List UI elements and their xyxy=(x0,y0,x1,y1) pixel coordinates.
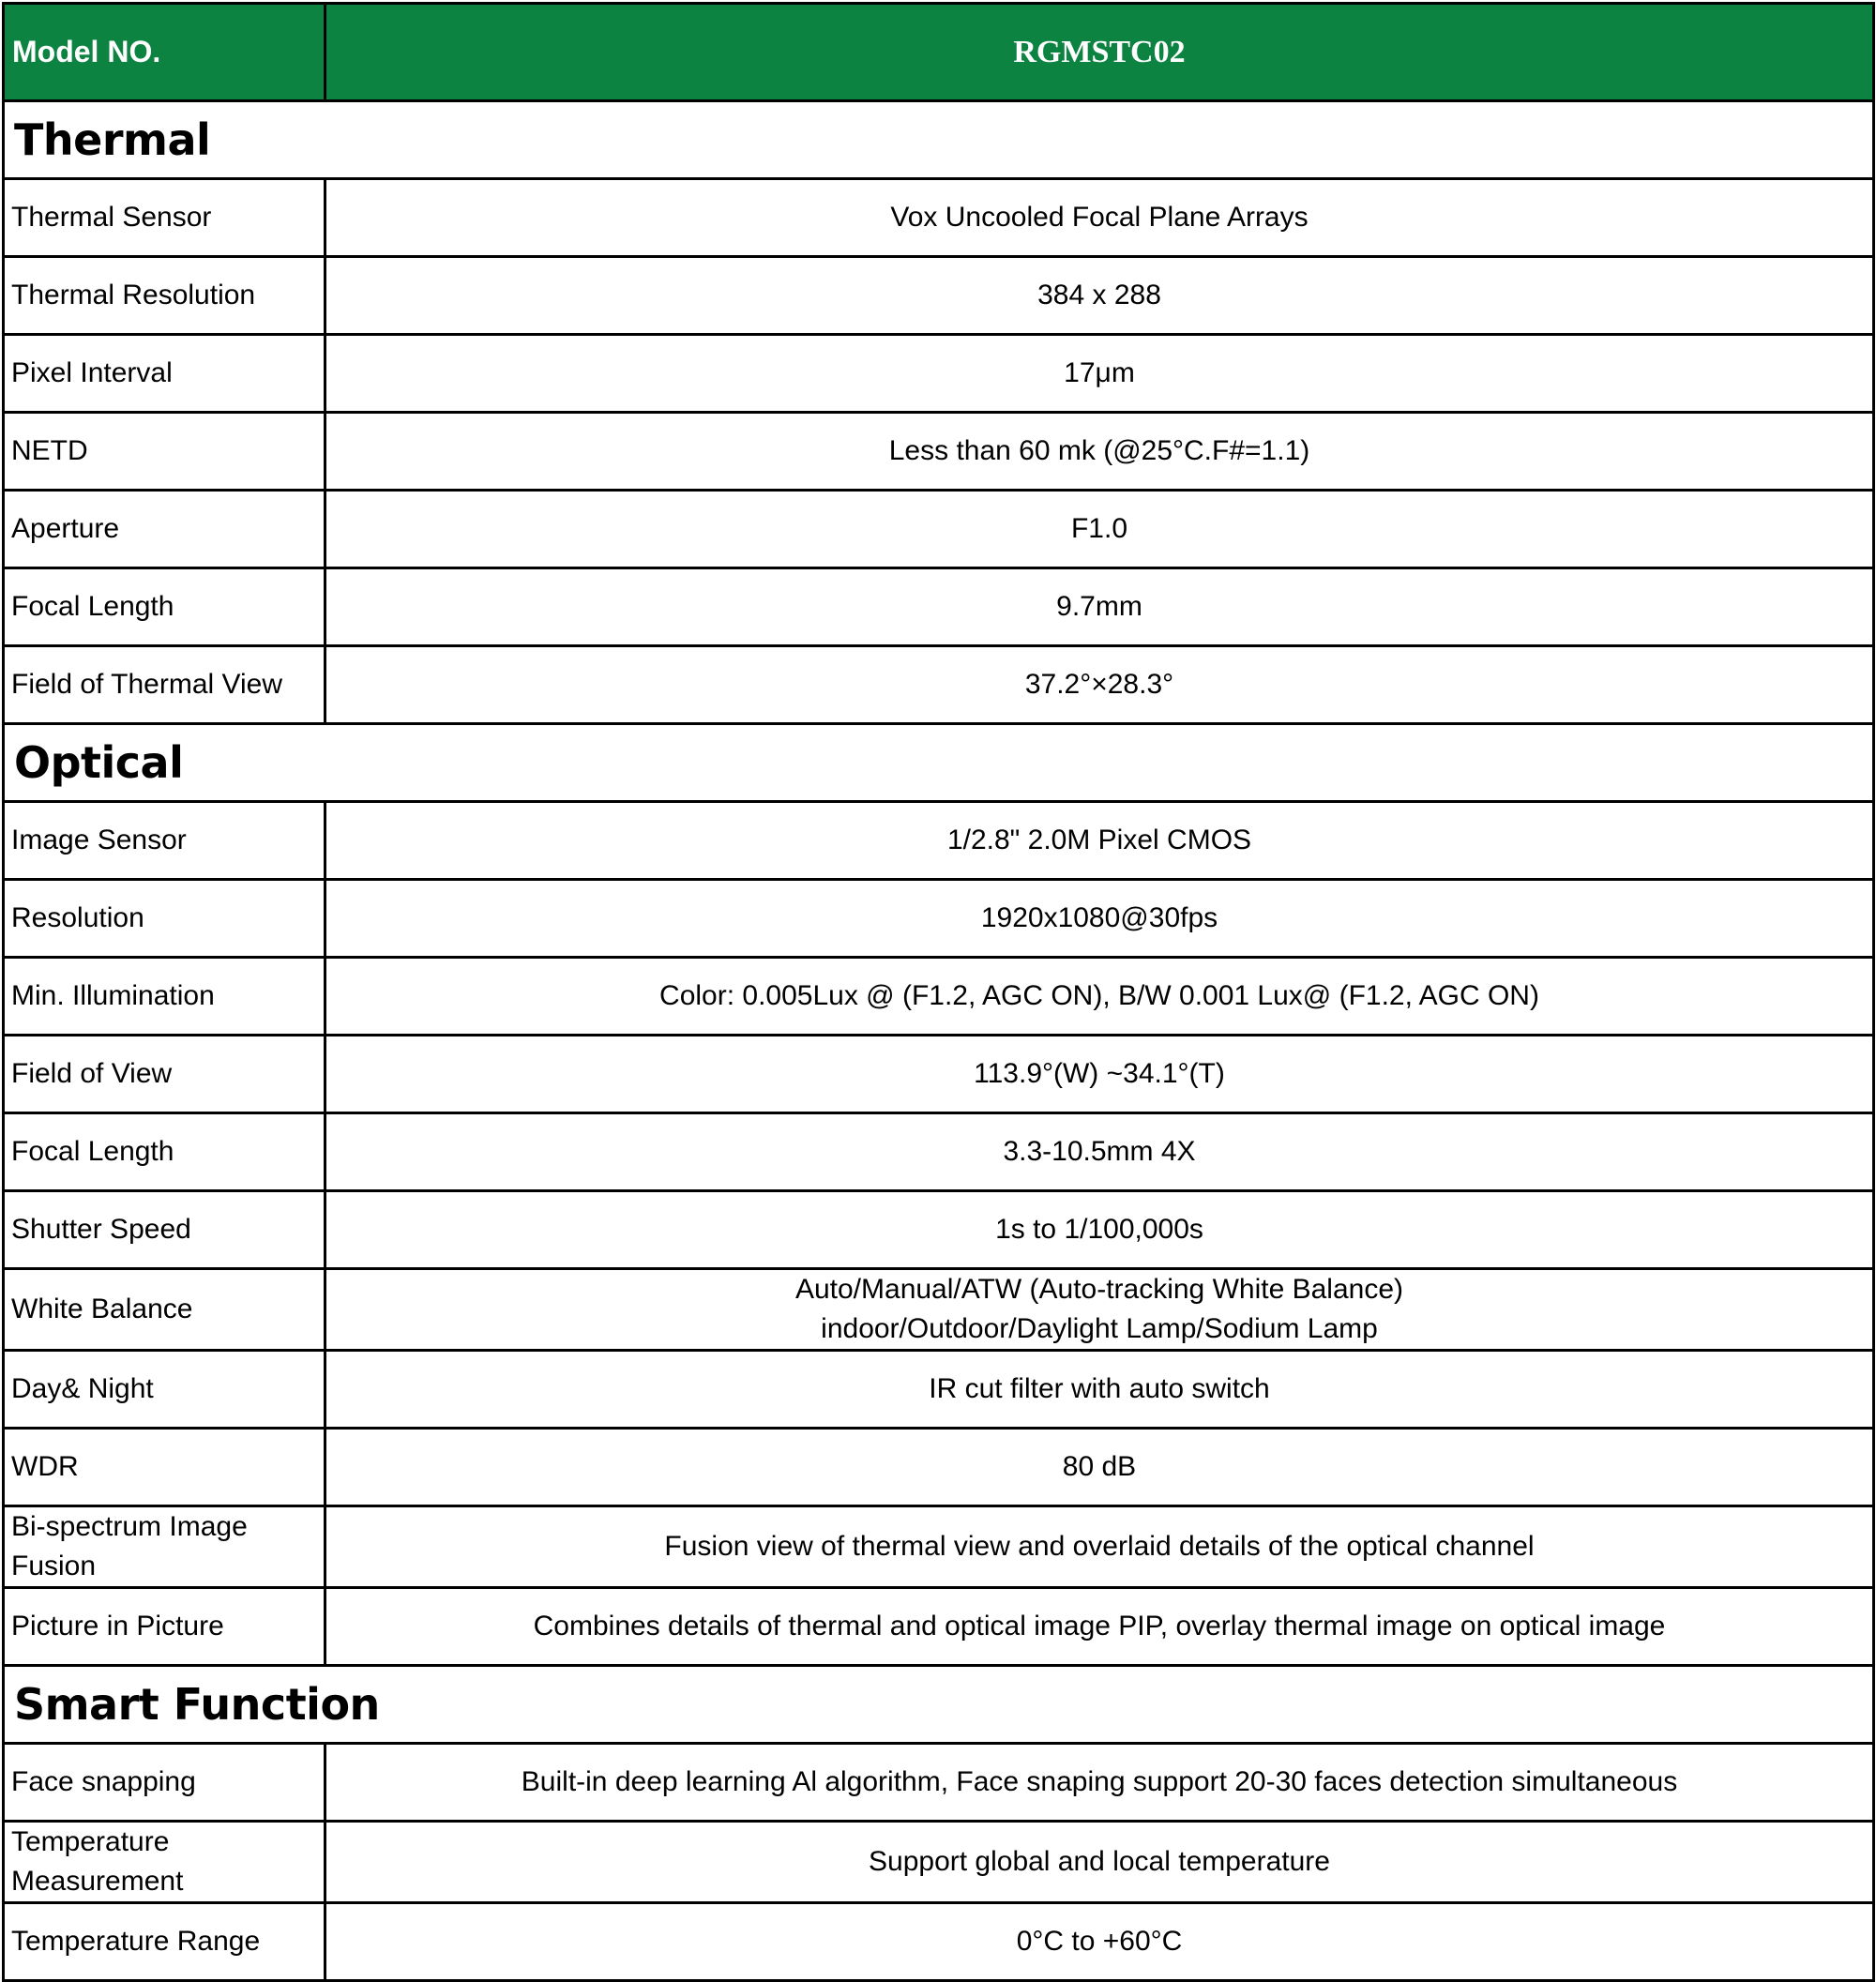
spec-label: Resolution xyxy=(4,880,325,958)
spec-value-line: IR cut filter with auto switch xyxy=(929,1373,1270,1404)
spec-value xyxy=(325,491,1874,568)
spec-value xyxy=(325,1588,1874,1666)
spec-value xyxy=(325,1191,1874,1269)
spec-value xyxy=(325,1506,1874,1588)
spec-label: NETD xyxy=(4,413,325,491)
spec-label: Picture in Picture xyxy=(4,1588,325,1666)
spec-value-line: Built-in deep learning Al algorithm, Face snaping support 20-30 faces detection simultaneous xyxy=(521,1766,1678,1797)
spec-row xyxy=(4,1351,1874,1429)
spec-value-line: indoor/Outdoor/Daylight Lamp/Sodium Lamp xyxy=(821,1313,1378,1344)
spec-label: WDR xyxy=(4,1429,325,1506)
spec-value-line: Vox Uncooled Focal Plane Arrays xyxy=(890,202,1309,233)
spec-value-line: 37.2°×28.3° xyxy=(1024,669,1174,700)
spec-row xyxy=(4,1822,1874,1903)
spec-label: Min. Illumination xyxy=(4,958,325,1036)
spec-row xyxy=(4,568,1874,646)
spec-table xyxy=(2,2,1875,1982)
spec-value xyxy=(325,179,1874,257)
spec-value-line: Auto/Manual/ATW (Auto-tracking White Balance) xyxy=(794,1274,1404,1305)
spec-row xyxy=(4,257,1874,335)
model-label: Model NO. xyxy=(4,4,325,101)
spec-table-body xyxy=(4,4,1874,1981)
spec-value-line: 1s to 1/100,000s xyxy=(995,1214,1203,1245)
spec-row xyxy=(4,958,1874,1036)
spec-row xyxy=(4,179,1874,257)
spec-value-line: Color: 0.005Lux @ (F1.2, AGC ON), B/W 0.001 Lux@ (F1.2, AGC ON) xyxy=(659,980,1539,1011)
spec-row xyxy=(4,1036,1874,1113)
spec-value-line: 3.3-10.5mm 4X xyxy=(1003,1136,1196,1167)
spec-value xyxy=(325,958,1874,1036)
spec-value-line: Support global and local temperature xyxy=(869,1846,1330,1877)
spec-row xyxy=(4,802,1874,880)
spec-label: Field of View xyxy=(4,1036,325,1113)
section-row xyxy=(4,724,1874,802)
spec-value xyxy=(325,1113,1874,1191)
spec-row xyxy=(4,413,1874,491)
spec-label: Thermal Sensor xyxy=(4,179,325,257)
model-value: RGMSTC02 xyxy=(325,4,1874,101)
spec-row xyxy=(4,491,1874,568)
spec-value xyxy=(325,1269,1874,1351)
spec-label: Focal Length xyxy=(4,1113,325,1191)
spec-label: White Balance xyxy=(4,1269,325,1351)
spec-value-line: 1920x1080@30fps xyxy=(980,902,1218,933)
spec-label: Temperature Measurement xyxy=(4,1822,325,1903)
spec-row xyxy=(4,646,1874,724)
section-row xyxy=(4,101,1874,179)
spec-value xyxy=(325,1822,1874,1903)
spec-label: Bi-spectrum Image Fusion xyxy=(4,1506,325,1588)
spec-value xyxy=(325,413,1874,491)
spec-row xyxy=(4,1429,1874,1506)
spec-value xyxy=(325,646,1874,724)
section-title: Smart Function xyxy=(4,1666,1874,1744)
spec-label: Face snapping xyxy=(4,1744,325,1822)
spec-value-line: Less than 60 mk (@25°C.F#=1.1) xyxy=(888,435,1310,466)
spec-value xyxy=(325,1744,1874,1822)
spec-label: Aperture xyxy=(4,491,325,568)
header-row xyxy=(4,4,1874,101)
spec-value xyxy=(325,1351,1874,1429)
section-row xyxy=(4,1666,1874,1744)
spec-value-line: 17μm xyxy=(1064,357,1135,388)
spec-value-line: 9.7mm xyxy=(1056,591,1142,622)
spec-row xyxy=(4,880,1874,958)
spec-row xyxy=(4,1113,1874,1191)
spec-value xyxy=(325,335,1874,413)
spec-value xyxy=(325,1429,1874,1506)
spec-row xyxy=(4,1191,1874,1269)
spec-row xyxy=(4,1506,1874,1588)
spec-label: Image Sensor xyxy=(4,802,325,880)
spec-value xyxy=(325,802,1874,880)
spec-value xyxy=(325,568,1874,646)
spec-label: Shutter Speed xyxy=(4,1191,325,1269)
spec-row xyxy=(4,1588,1874,1666)
spec-value xyxy=(325,1903,1874,1981)
spec-value xyxy=(325,1036,1874,1113)
spec-value-line: Fusion view of thermal view and overlaid details of the optical channel xyxy=(664,1531,1535,1562)
spec-value xyxy=(325,257,1874,335)
spec-value-line: 0°C to +60°C xyxy=(1016,1926,1183,1957)
spec-row xyxy=(4,1269,1874,1351)
spec-label: Temperature Range xyxy=(4,1903,325,1981)
section-title: Optical xyxy=(4,724,1874,802)
spec-value-line: 80 dB xyxy=(1062,1451,1137,1482)
spec-value-line: F1.0 xyxy=(1070,513,1128,544)
spec-row xyxy=(4,335,1874,413)
spec-value-line: Combines details of thermal and optical image PIP, overlay thermal image on optical image xyxy=(533,1611,1666,1642)
spec-value-line: 384 x 288 xyxy=(1037,280,1161,310)
spec-label: Pixel Interval xyxy=(4,335,325,413)
spec-value-line: 113.9°(W) ~34.1°(T) xyxy=(974,1058,1225,1089)
spec-value-line: 1/2.8" 2.0M Pixel CMOS xyxy=(946,825,1252,855)
spec-value xyxy=(325,880,1874,958)
spec-row xyxy=(4,1744,1874,1822)
spec-label: Field of Thermal View xyxy=(4,646,325,724)
section-title: Thermal xyxy=(4,101,1874,179)
spec-row xyxy=(4,1903,1874,1981)
spec-label: Day& Night xyxy=(4,1351,325,1429)
spec-label: Focal Length xyxy=(4,568,325,646)
spec-label: Thermal Resolution xyxy=(4,257,325,335)
